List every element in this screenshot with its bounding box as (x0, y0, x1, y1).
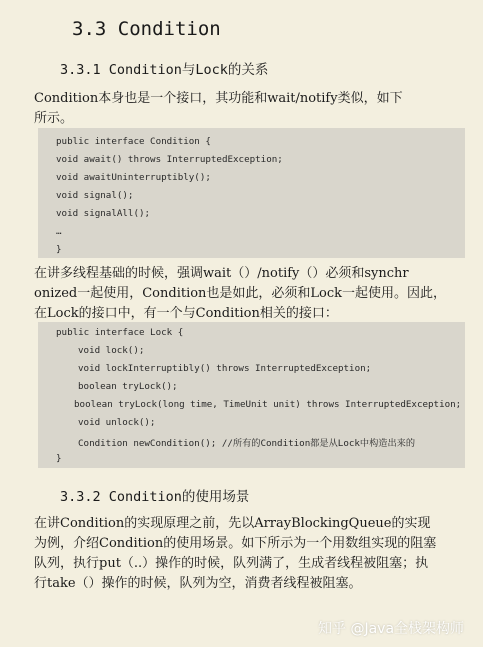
paragraph-lock-relation (34, 264, 468, 324)
paragraph-usage-scenario (34, 514, 468, 594)
code-line: boolean tryLock(long time, TimeUnit unit) throws InterruptedException; (74, 399, 462, 410)
code-line: … (56, 226, 62, 237)
code-line: void signal(); (56, 190, 134, 201)
subsection-title-1: 3.3.1 Condition与Lock的关系 (60, 62, 269, 78)
paragraph-line: 在Lock的接口中，有一个与Condition相关的接口： (34, 306, 338, 321)
code-line: void await() throws InterruptedException; (56, 154, 283, 165)
code-line: void lockInterruptibly() throws InterruptedException; (78, 363, 372, 374)
code-line: } (56, 453, 62, 464)
paragraph-line: onized一起使用，Condition也是如此，必须和Lock一起使用。因此， (34, 286, 447, 301)
code-line: void awaitUninterruptibly(); (56, 172, 211, 183)
paragraph-intro (34, 89, 468, 129)
code-line: boolean tryLock(); (78, 381, 178, 392)
code-line: void lock(); (78, 345, 145, 356)
code-line: void unlock(); (78, 417, 156, 428)
code-block-lock (38, 322, 465, 468)
code-line: void signalAll(); (56, 208, 151, 219)
paragraph-line: 在讲Condition的实现原理之前，先以ArrayBlockingQueue的实现 (34, 516, 431, 531)
paragraph-line: 行take（）操作的时候，队列为空，消费者线程被阻塞。 (34, 576, 362, 591)
code-line: } (56, 244, 62, 255)
paragraph-line: 所示。 (34, 111, 74, 126)
code-line: public interface Lock { (56, 327, 184, 338)
code-line: Condition newCondition(); //所有的Condition都是从Lock中构造出来的 (78, 438, 416, 449)
section-heading: 3.3 Condition (72, 18, 221, 40)
paragraph-line: 队列，执行put（..）操作的时候，队列满了，生成者线程被阻塞；执 (34, 556, 429, 571)
watermark: 知乎 @Java全栈架构师 (318, 621, 465, 637)
paragraph-line: Condition本身也是一个接口，其功能和wait/notify类似，如下 (34, 91, 403, 106)
code-line: public interface Condition { (56, 136, 211, 147)
code-block-condition (38, 128, 465, 258)
paragraph-line: 为例，介绍Condition的使用场景。如下所示为一个用数组实现的阻塞 (34, 536, 437, 551)
paragraph-line: 在讲多线程基础的时候，强调wait（）/notify（）必须和synchr (34, 266, 409, 281)
subsection-title-2: 3.3.2 Condition的使用场景 (60, 489, 250, 505)
